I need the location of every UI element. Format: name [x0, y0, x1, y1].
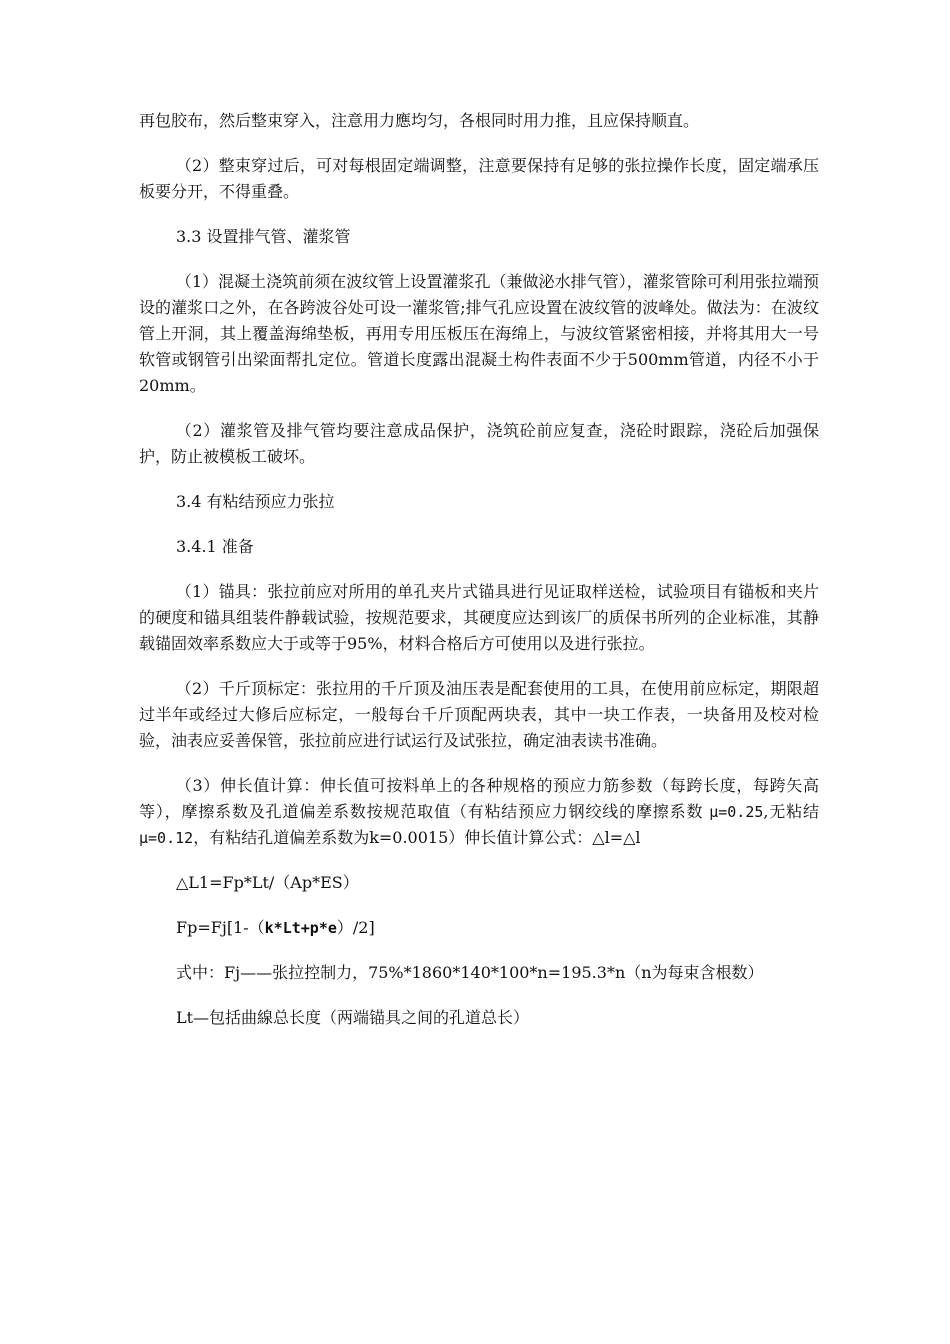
heading-3-3: 3.3 设置排气管、灌浆管	[176, 227, 351, 246]
paragraph-continuation: 再包胶布，然后整束穿入，注意用力應均匀，各根同时用力推，且应保持顺直。	[139, 111, 700, 130]
document-page	[139, 108, 819, 1050]
formula-fp-bold: k*Lt+p*e	[264, 919, 337, 937]
elongation-text-e: ，有粘结孔道偏差系数为k=0.0015）伸长值计算公式：△l=△l	[193, 828, 641, 847]
formula-fp	[139, 915, 819, 941]
formula-lt-definition: Lt—包括曲線总长度（两端锚具之间的孔道总长）	[176, 1008, 530, 1027]
paragraph-elongation	[139, 773, 819, 851]
friction-coef-bonded: μ=0.25	[709, 803, 764, 821]
paragraph-grout-protect: （2）灌浆管及排气管均要注意成品保护，浇筑砼前应复查，浇砼时跟踪，浇砼后加强保护，防止被模板工破坏。	[139, 421, 819, 466]
elongation-text-a: （3）伸长值计算：伸长值可按料单上的各种规格的预应力筋参数（每跨长度，每跨矢高等），摩擦系数及孔道偏差系数按规范取值（有粘结预应力钢绞线的摩擦系数	[139, 776, 819, 821]
friction-coef-unbonded: μ=0.12	[139, 829, 194, 847]
paragraph-bundle-adjust: （2）整束穿过后，可对每根固定端调整，注意要保持有足够的张拉操作长度，固定端承压板要分开，不得重叠。	[139, 156, 819, 201]
paragraph-anchorage: （1）锚具：张拉前应对所用的单孔夹片式锚具进行见证取样送检，试验项目有锚板和夹片的硬度和锚具组装件静载试验，按规范要求，其硬度应达到该厂的质保书所列的企业标准，其静载锚固效率系数应大于或等于95%，材料合格后方可使用以及进行张拉。	[139, 582, 819, 653]
heading-3-4-1: 3.4.1 准备	[176, 537, 254, 556]
formula-delta-l1: △L1=Fp*Lt/（Ap*ES）	[176, 873, 359, 892]
formula-fp-post: ）/2]	[336, 918, 375, 937]
elongation-text-c: ,无粘结	[763, 802, 819, 821]
heading-3-4: 3.4 有粘结预应力张拉	[176, 492, 335, 511]
paragraph-grout-hole: （1）混凝土浇筑前须在波纹管上设置灌浆孔（兼做泌水排气管），灌浆管除可利用张拉端预设的灌浆口之外，在各跨波谷处可设一灌浆管;排气孔应设置在波纹管的波峰处。做法为：在波纹管上开洞，其上覆盖海绵垫板，再用专用压板压在海绵上，与波纹管紧密相接，并将其用大一号软管或钢管引出梁面帮扎定位。管道长度露出混凝土构件表面不少于500mm管道，内径不小于20mm。	[139, 272, 819, 395]
paragraph-jack-calibration: （2）千斤顶标定：张拉用的千斤顶及油压表是配套使用的工具，在使用前应标定，期限超过半年或经过大修后应标定，一般每台千斤顶配两块表，其中一块工作表，一块备用及校对检验，油表应妥善保管，张拉前应进行试运行及试张拉，确定油表读书准确。	[139, 679, 819, 750]
formula-fp-pre: Fp=Fj[1-（	[176, 918, 265, 937]
formula-fj-definition: 式中：Fj——张拉控制力，75%*1860*140*100*n=195.3*n（n为每束含根数）	[176, 963, 764, 982]
